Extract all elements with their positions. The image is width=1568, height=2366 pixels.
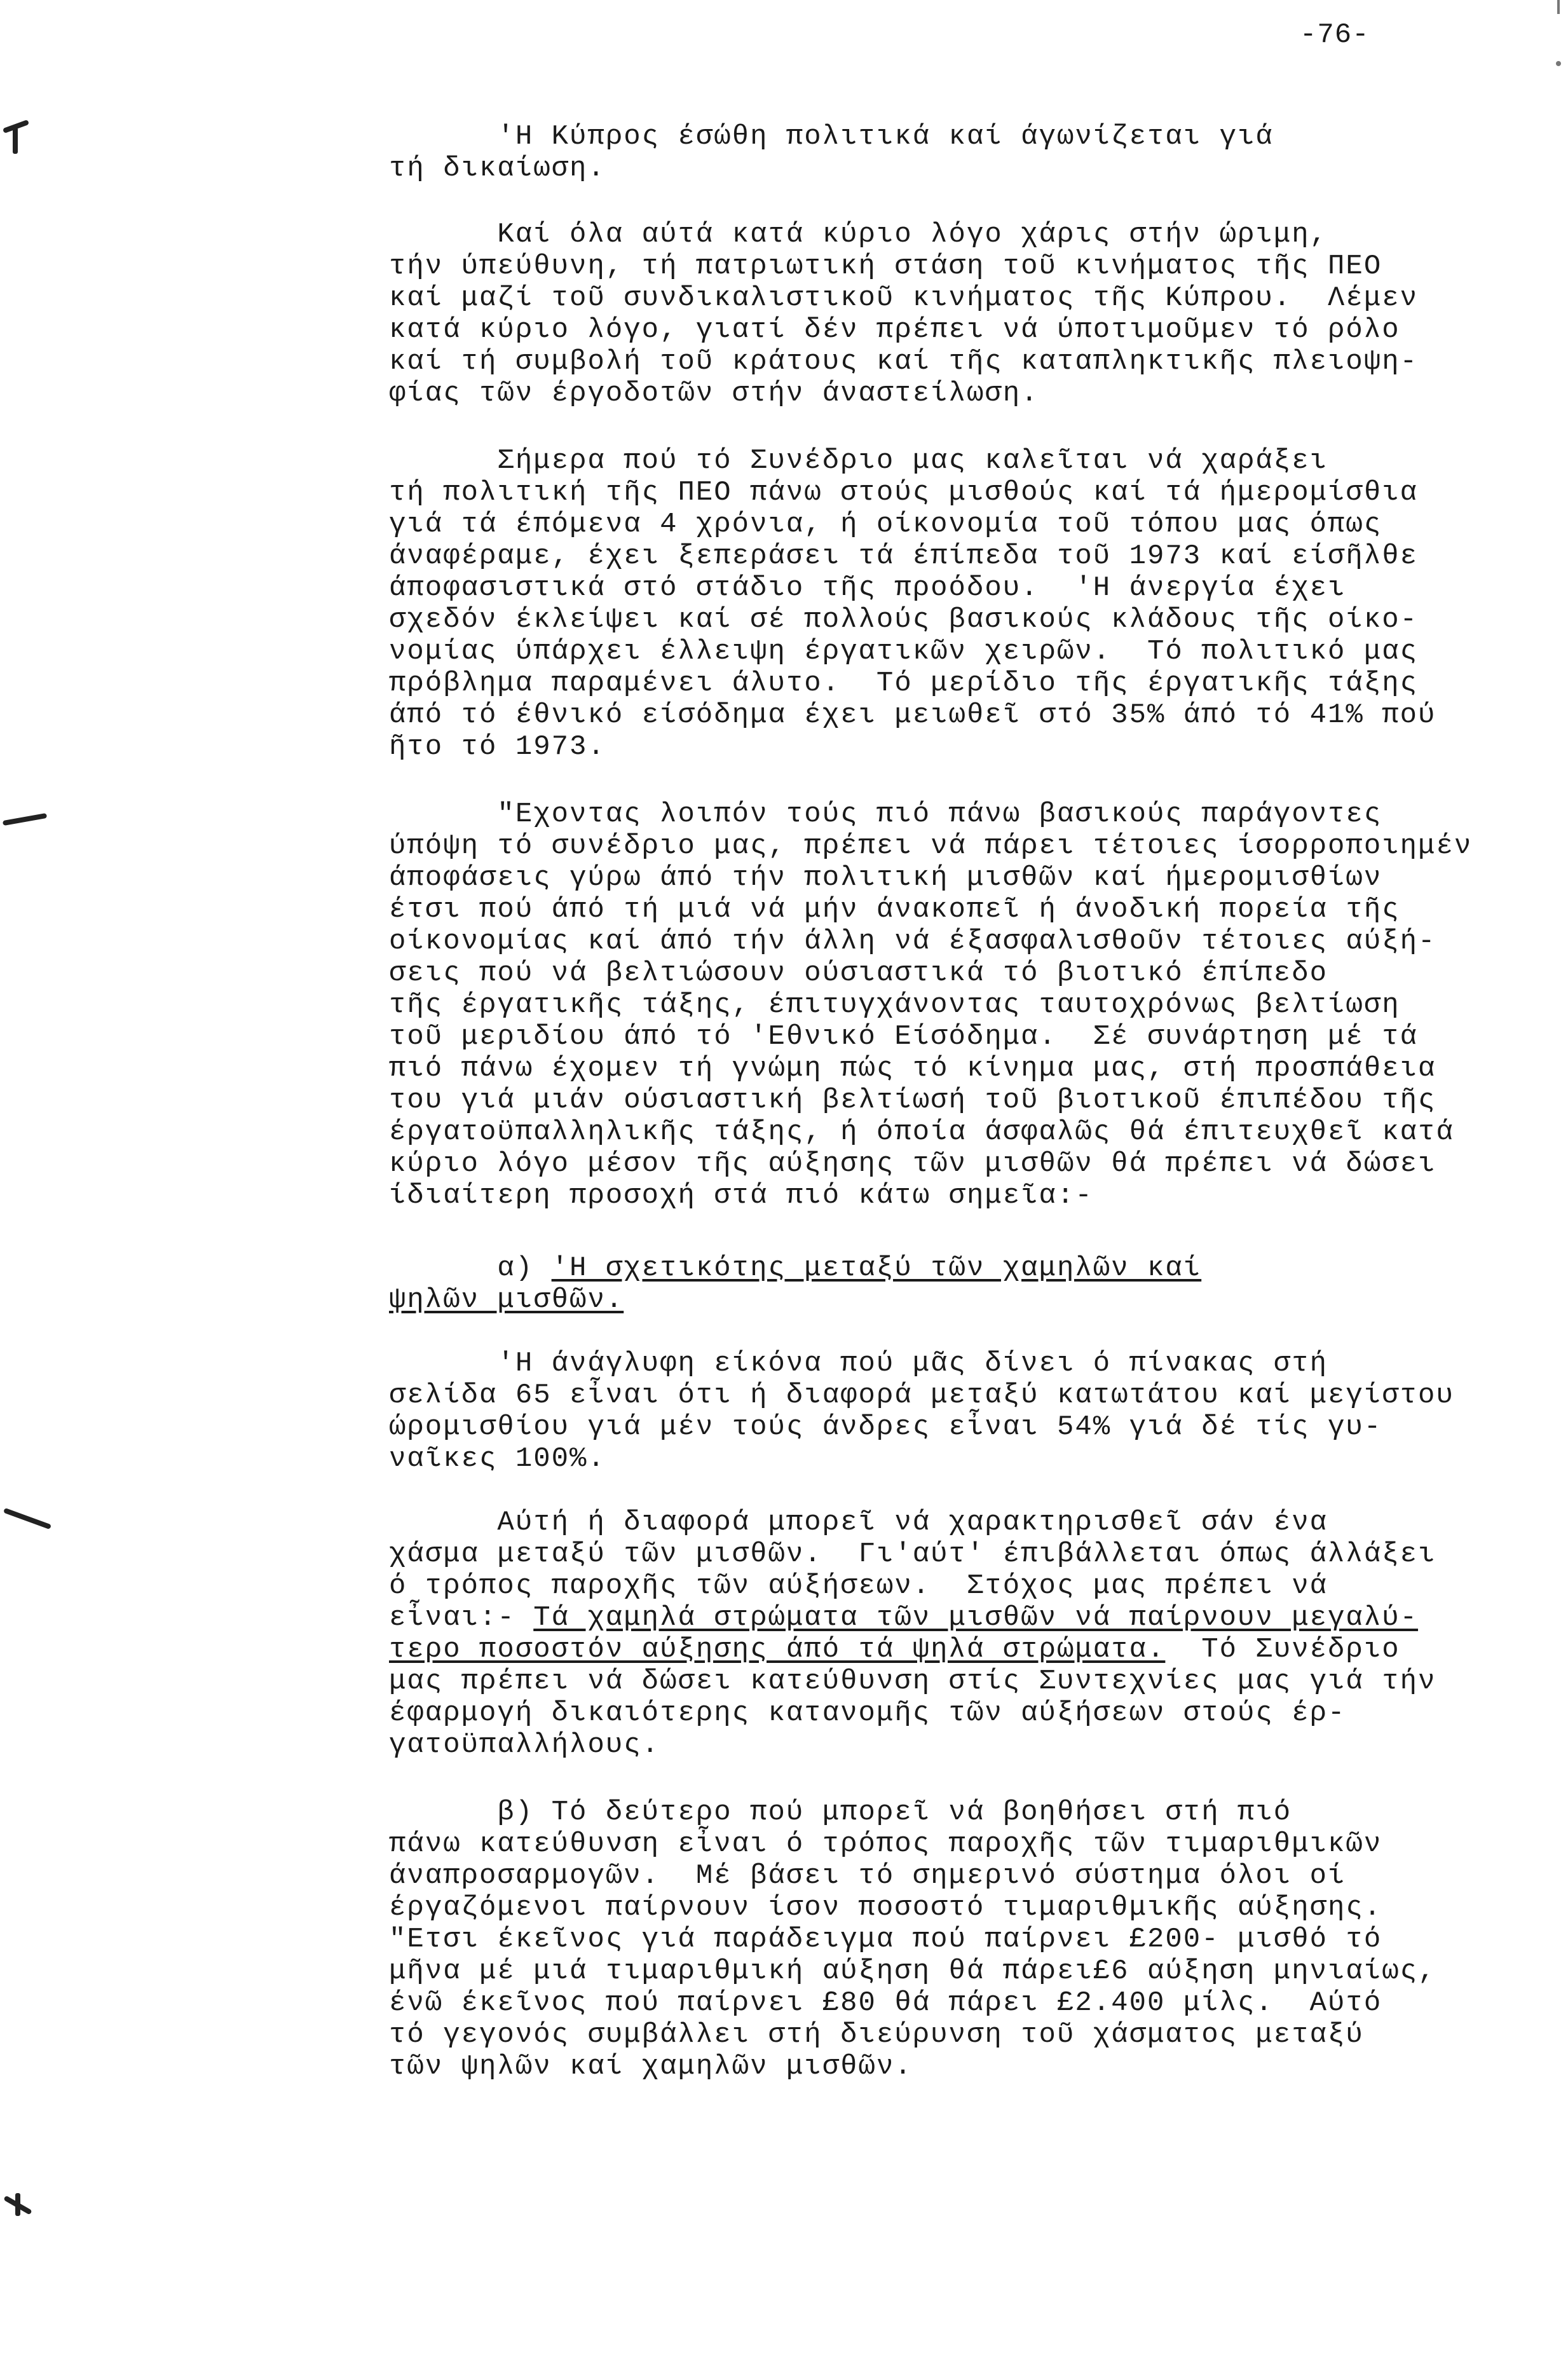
paragraph-maturity: Καί όλα αύτά κατά κύριο λόγο χάρις στήν ώριμη, τήν ύπεύθυνη, τή πατριωτική στάση τοῦ κινήματος τῆς ΠΕΟ καί μαζί τοῦ συνδικαλιστικοῦ κινήματος τῆς Κύπρου. Λέμεν κατά κύριο λόγο, γιατί δέν πρέπει νά ύποτιμοῦμεν τό ρόλο καί τή συμβολή τοῦ κράτους καί τῆς καταπληκτικῆς πλειοψη- φίας τῶν έργοδοτῶν στήν άναστείλωση. bbox=[389, 219, 1419, 409]
paragraph-goal-text: Αύτή ή διαφορά μπορεῖ νά χαρακτηρισθεῖ σάν ένα χάσμα μεταξύ τῶν μισθῶν. Γι'αύτ' έπιβάλλεται όπως άλλάξει ό τρόπος παροχῆς τῶν αύξήσεων. Στόχος μας πρέπει νά εἶναι:- bbox=[389, 1507, 1436, 1634]
scan-speck bbox=[1556, 61, 1561, 66]
scan-edge-mark bbox=[1557, 0, 1560, 14]
margin-mark bbox=[3, 1508, 51, 1529]
paragraph-goal bbox=[389, 1507, 1508, 1761]
margin-mark bbox=[13, 127, 18, 154]
paragraph-wage-gap: 'Η άνάγλυφη είκόνα πού μᾶς δίνει ό πίνακας στή σελίδα 65 εἶναι ότι ή διαφορά μεταξύ κατωτάτου καί μεγίστου ώρομισθίου γιά μέν τούς άνδρες εἶναι 54% γιά δέ τίς γυ- ναῖκες 100%. bbox=[389, 1348, 1454, 1475]
section-alpha-marker: α) bbox=[389, 1252, 552, 1284]
page-number: -76- bbox=[1300, 19, 1370, 51]
paragraph-economy: Σήμερα πού τό Συνέδριο μας καλεῖται νά χαράξει τή πολιτική τῆς ΠΕΟ πάνω στούς μισθούς καί τά ήμερομίσθια γιά τά έπόμενα 4 χρόνια, ή οίκονομία τοῦ τόπου μας όπως άναφέραμε, έχει ξεπεράσει τά έπίπεδα τοῦ 1973 καί είσῆλθε άποφασιστικά στό στάδιο τῆς προόδου. 'Η άνεργία έχει σχεδόν έκλείψει καί σέ πολλούς βασικούς κλάδους τῆς οίκο- νομίας ύπάρχει έλλειψη έργατικῶν χειρῶν. Τό πολιτικό μας πρόβλημα παραμένει άλυτο. Τό μερίδιο τῆς έργατικῆς τάξης άπό τό έθνικό είσόδημα έχει μειωθεῖ στό 35% άπό τό 41% πού ῆτο τό 1973. bbox=[389, 445, 1436, 763]
goal-underlined-line1: Τά χαμηλά στρώματα τῶν μισθῶν νά παίρνουν μεγαλύ- bbox=[533, 1602, 1419, 1634]
margin-mark bbox=[15, 2193, 20, 2216]
margin-mark bbox=[3, 813, 47, 826]
section-alpha-heading bbox=[389, 1252, 1508, 1316]
paragraph-intro: 'Η Κύπρος έσώθη πολιτικά καί άγωνίζεται γιά τή δικαίωση. bbox=[389, 121, 1274, 184]
section-alpha-title-line1: 'Η σχετικότης μεταξύ τῶν χαμηλῶν καί bbox=[551, 1252, 1202, 1284]
section-alpha-title-line2: ψηλῶν μισθῶν. bbox=[389, 1284, 624, 1316]
paragraph-goal-continuation: Τό Συνέδριο μας πρέπει νά δώσει κατεύθυνση στίς Συντεχνίες μας γιά τήν έφαρμογή δικαιότερης κατανομῆς τῶν αύξήσεων στούς έρ- γατοϋπαλλήλους. bbox=[389, 1634, 1436, 1761]
goal-underlined-line2: τερο ποσοστόν αύξησης άπό τά ψηλά στρώματα. bbox=[389, 1634, 1166, 1665]
section-beta-paragraph: β) Τό δεύτερο πού μπορεῖ νά βοηθήσει στή πιό πάνω κατεύθυνση εἶναι ό τρόπος παροχῆς τῶν τιμαριθμικῶν άναπροσαρμογῶν. Μέ βάσει τό σημερινό σύστημα όλοι οί έργαζόμενοι παίρνουν ίσον ποσοστό τιμαριθμικῆς αύξησης. "Ετσι έκεῖνος γιά παράδειγμα πού παίρνει £200- μισθό τό μῆνα μέ μιά τιμαριθμική αύξηση θά πάρει£6 αύξηση μηνιαίως, ένῶ έκεῖνος πού παίρνει £80 θά πάρει £2.400 μίλς. Αύτό τό γεγονός συμβάλλει στή διεύρυνση τοῦ χάσματος μεταξύ τῶν ψηλῶν καί χαμηλῶν μισθῶν. bbox=[389, 1796, 1436, 2082]
paragraph-wage-policy: "Εχοντας λοιπόν τούς πιό πάνω βασικούς παράγοντες ύπόψη τό συνέδριο μας, πρέπει νά πάρει τέτοιες ίσορροποιημέν άποφάσεις γύρω άπό τήν πολιτική μισθῶν καί ήμερομισθίων έτσι πού άπό τή μιά νά μήν άνακοπεῖ ή άνοδική πορεία τῆς οίκονομίας καί άπό τήν άλλη νά έξασφαλισθοῦν τέτοιες αύξή- σεις πού νά βελτιώσουν ούσιαστικά τό βιοτικό έπίπεδο τῆς έργατικῆς τάξης, έπιτυγχάνοντας ταυτοχρόνως βελτίωση τοῦ μεριδίου άπό τό 'Εθνικό Είσόδημα. Σέ συνάρτηση μέ τά πιό πάνω έχομεν τή γνώμη πώς τό κίνημα μας, στή προσπάθεια του γιά μιάν ούσιαστική βελτίωσή τοῦ βιοτικοῦ έπιπέδου τῆς έργατοϋπαλληλικῆς τάξης, ή όποία άσφαλῶς θά έπιτευχθεῖ κατά κύριο λόγο μέσον τῆς αύξησης τῶν μισθῶν θά πρέπει νά δώσει ίδιαίτερη προσοχή στά πιό κάτω σημεῖα:- bbox=[389, 798, 1473, 1212]
